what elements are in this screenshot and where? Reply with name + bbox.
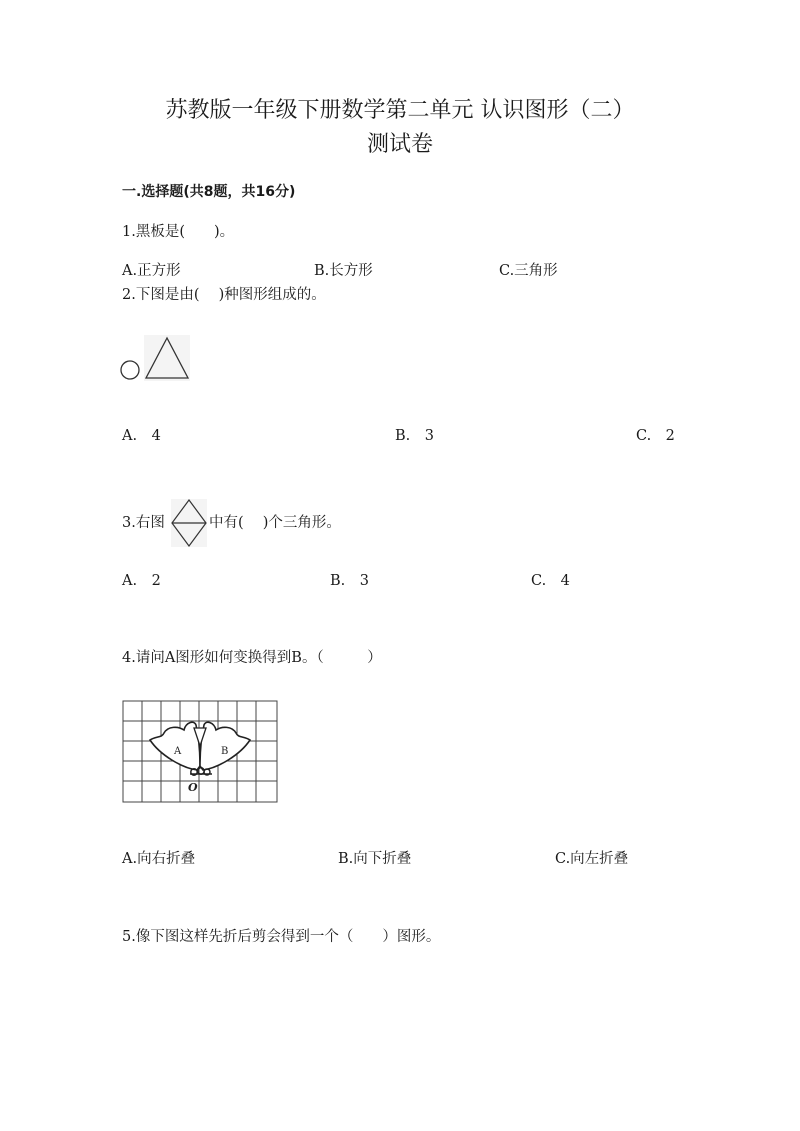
label-b: B (221, 746, 229, 757)
question-1: 1.黑板是( )。 (122, 224, 235, 240)
q1-option-c[interactable]: C.三角形 (499, 263, 558, 279)
q4-option-a[interactable]: A.向右折叠 (122, 851, 196, 867)
q2-shapes-figure (118, 330, 198, 386)
q4-option-b[interactable]: B.向下折叠 (338, 851, 412, 867)
page-subtitle: 测试卷 (366, 132, 433, 157)
question-4: 4.请问A图形如何变换得到B。（ ） (122, 650, 382, 666)
label-o: O (188, 781, 198, 794)
section-header: 一.选择题(共8题，共16分) (122, 184, 296, 200)
label-a: A (174, 746, 182, 757)
q4-option-c[interactable]: C.向左折叠 (555, 851, 629, 867)
question-2: 2.下图是由( )种图形组成的。 (122, 287, 326, 303)
page-title: 苏教版一年级下册数学第二单元 认识图形（二） (165, 98, 635, 123)
question-5: 5.像下图这样先折后剪会得到一个（ ）图形。 (122, 929, 441, 945)
q3-rhombus-figure (169, 498, 209, 548)
circle-shape (121, 361, 139, 379)
q1-option-b[interactable]: B.长方形 (314, 263, 373, 279)
question-3-suffix: 中有( )个三角形。 (209, 515, 341, 531)
q3-option-b[interactable]: B. 3 (330, 573, 369, 589)
q4-grid-figure (122, 700, 278, 804)
q3-option-c[interactable]: C. 4 (531, 573, 570, 589)
q2-option-a[interactable]: A. 4 (122, 428, 161, 444)
question-3-prefix: 3.右图 (122, 515, 165, 531)
q3-option-a[interactable]: A. 2 (122, 573, 161, 589)
q2-option-c[interactable]: C. 2 (636, 428, 675, 444)
q2-option-b[interactable]: B. 3 (395, 428, 434, 444)
q1-option-a[interactable]: A.正方形 (122, 263, 181, 279)
